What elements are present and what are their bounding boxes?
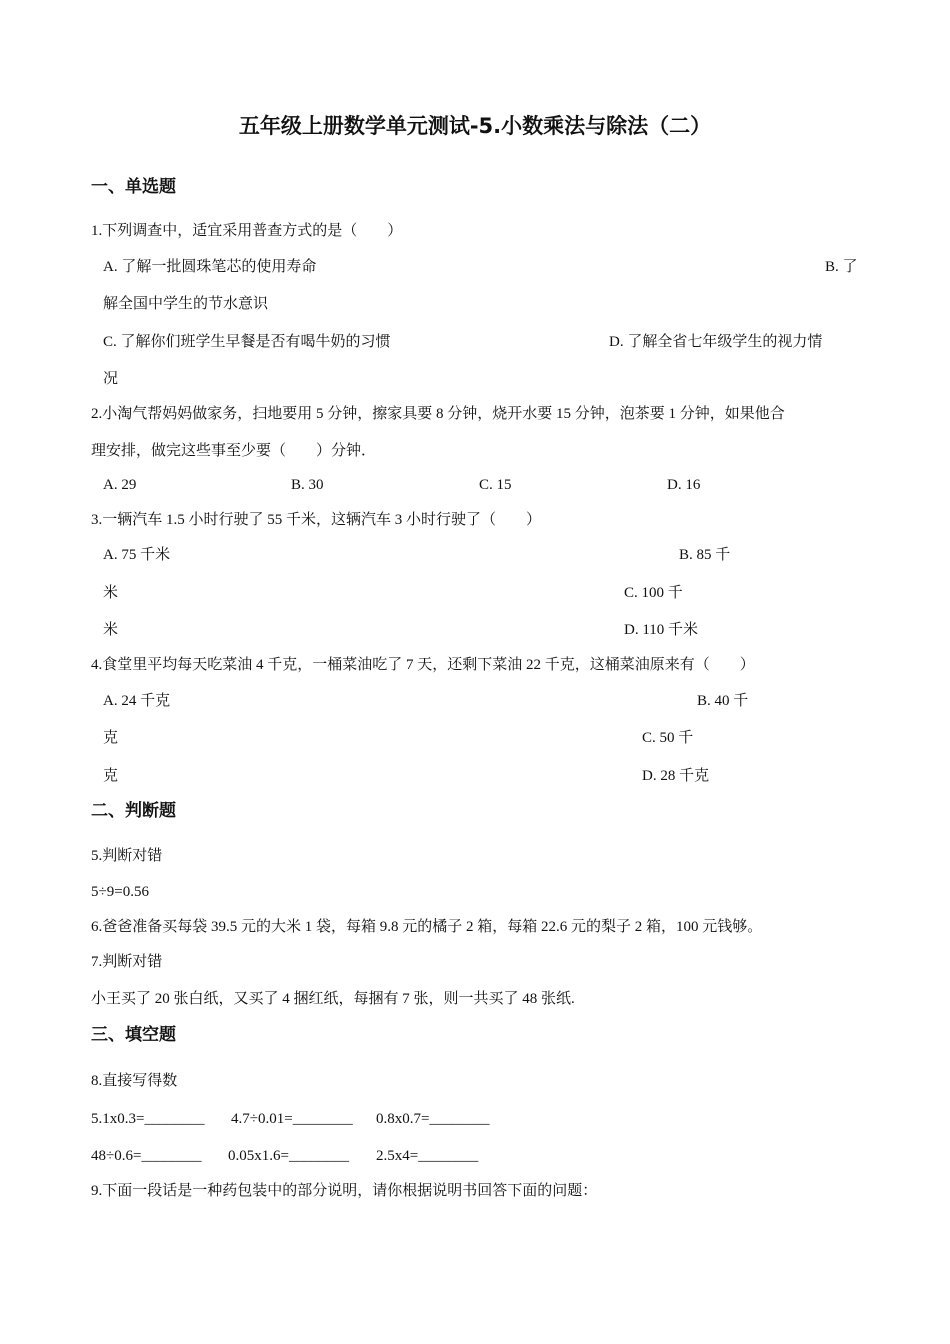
question-1-option-c: C. 了解你们班学生早餐是否有喝牛奶的习惯: [103, 334, 391, 350]
question-3-option-a: A. 75 千米: [103, 547, 171, 563]
question-8-item-2: 4.7÷0.01=________: [231, 1111, 353, 1127]
question-6-stem: 6.爸爸准备买每袋 39.5 元的大米 1 袋，每箱 9.8 元的橘子 2 箱，每箱 22.6 元的梨子 2 箱，100 元钱够。: [91, 919, 763, 935]
question-1-option-b: B. 了: [825, 259, 858, 275]
question-5-body: 5÷9=0.56: [91, 884, 149, 900]
question-1-option-d: D. 了解全省七年级学生的视力情: [609, 334, 823, 350]
question-2-stem-line-2: 理安排，做完这些事至少要（ ）分钟．: [91, 443, 377, 459]
question-4-option-b: B. 40 千: [697, 693, 749, 709]
question-3-option-b: B. 85 千: [679, 547, 731, 563]
question-5-stem: 5.判断对错: [91, 848, 163, 864]
question-1-option-a: A. 了解一批圆珠笔芯的使用寿命: [103, 259, 317, 275]
question-3-stem: 3.一辆汽车 1.5 小时行驶了 55 千米，这辆汽车 3 小时行驶了（ ）: [91, 512, 542, 528]
question-8-item-6: 2.5x4=________: [376, 1148, 479, 1164]
question-8-item-5: 0.05x1.6=________: [228, 1148, 349, 1164]
question-4-option-c: C. 50 千: [642, 730, 694, 746]
section-heading-single-choice: 一、单选题: [91, 177, 176, 197]
question-3-option-d: D. 110 千米: [624, 622, 699, 638]
question-4-stem: 4.食堂里平均每天吃菜油 4 千克，一桶菜油吃了 7 天，还剩下菜油 22 千克，这桶菜油原来有（ ）: [91, 657, 755, 673]
question-2-option-a: A. 29: [103, 477, 137, 493]
document-title: 五年级上册数学单元测试-5.小数乘法与除法（二）: [238, 114, 712, 138]
question-4-option-c-continued: 克: [103, 768, 119, 784]
question-8-item-4: 48÷0.6=________: [91, 1148, 202, 1164]
question-4-option-a: A. 24 千克: [103, 693, 171, 709]
section-heading-fill-blank: 三、填空题: [91, 1025, 176, 1045]
question-1-option-b-continued: 解全国中学生的节水意识: [103, 296, 269, 312]
question-2-option-b: B. 30: [291, 477, 324, 493]
question-8-item-1: 5.1x0.3=________: [91, 1111, 205, 1127]
question-3-option-c: C. 100 千: [624, 585, 683, 601]
question-7-body: 小王买了 20 张白纸，又买了 4 捆红纸，每捆有 7 张，则一共买了 48 张纸.: [91, 991, 575, 1007]
question-3-option-b-continued: 米: [103, 585, 119, 601]
question-8-stem: 8.直接写得数: [91, 1073, 178, 1089]
question-4-option-d: D. 28 千克: [642, 768, 710, 784]
section-heading-true-false: 二、判断题: [91, 801, 176, 821]
question-4-option-b-continued: 克: [103, 730, 119, 746]
question-1-option-d-continued: 况: [103, 371, 119, 387]
question-2-option-c: C. 15: [479, 477, 512, 493]
question-8-item-3: 0.8x0.7=________: [376, 1111, 490, 1127]
question-1-stem: 1.下列调查中，适宜采用普查方式的是（ ）: [91, 223, 403, 239]
question-2-option-d: D. 16: [667, 477, 701, 493]
question-9-stem: 9.下面一段话是一种药包装中的部分说明，请你根据说明书回答下面的问题：: [91, 1183, 598, 1199]
question-2-stem-line-1: 2.小淘气帮妈妈做家务，扫地要用 5 分钟，擦家具要 8 分钟，烧开水要 15 分钟，泡茶要 1 分钟，如果他合: [91, 406, 785, 422]
question-7-stem: 7.判断对错: [91, 954, 163, 970]
question-3-option-c-continued: 米: [103, 622, 119, 638]
